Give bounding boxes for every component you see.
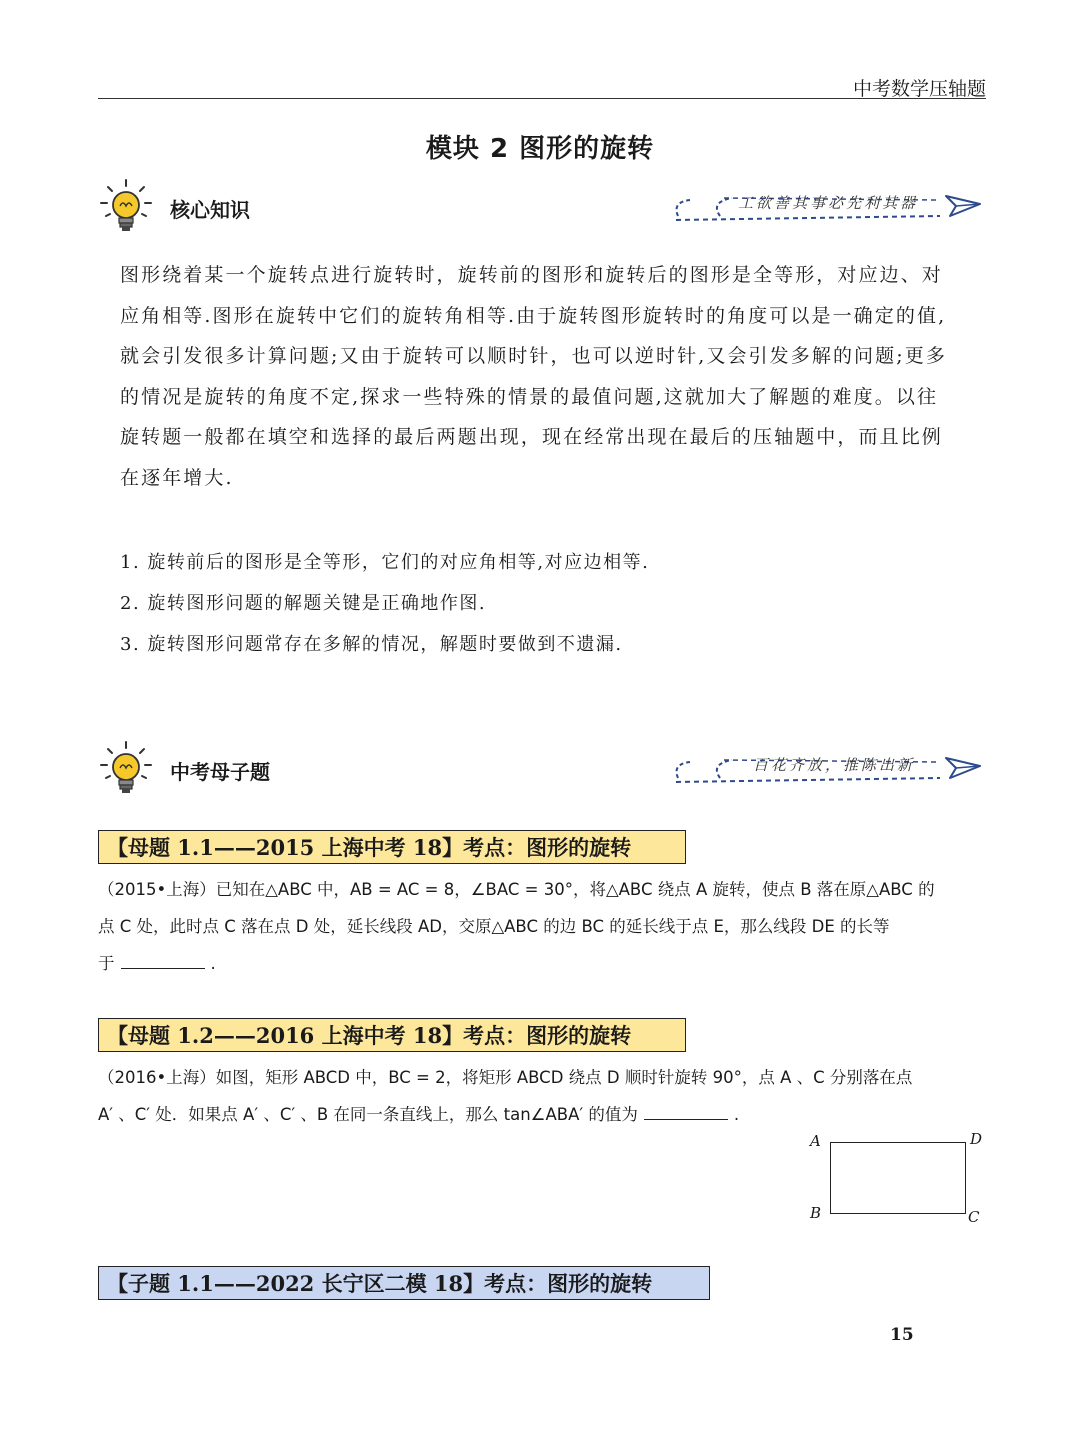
problem-2-line [98, 1096, 986, 1133]
vertex-label-d: D [970, 1130, 983, 1148]
key-point-1: 1. 旋转前后的图形是全等形，它们的对应角相等,对应边相等. [120, 552, 650, 573]
module-title: 模块 2 图形的旋转 [425, 134, 655, 164]
rectangle-abcd [830, 1142, 966, 1214]
vertex-label-c: C [968, 1208, 980, 1226]
section-knowledge-title: 核心知识 [170, 198, 250, 222]
section-knowledge-motto: 工欲善其事必先利其器 [738, 194, 919, 212]
problem-1-line: （2015•上海）已知在△ABC 中，AB = AC = 8，∠BAC = 30°，将△ABC 绕点 A 旋转，使点 B 落在原△ABC 的 [98, 880, 935, 899]
section-problems-heading [98, 740, 986, 800]
problem-1-tag: 【母题 1.1——2015 上海中考 18】考点：图形的旋转 [98, 830, 686, 864]
problem-2-suffix: . [733, 1105, 740, 1124]
paragraph-line: 在逐年增大. [120, 466, 234, 489]
section-problems-title: 中考母子题 [170, 760, 270, 784]
vertex-label-b: B [810, 1204, 822, 1222]
page-number: 15 [890, 1325, 914, 1345]
problem-1-suffix: . [210, 954, 216, 973]
problem-2-prefix: A′ 、C′ 处．如果点 A′ 、C′ 、B 在同一条直线上，那么 tan∠ABA′ 的值为 [98, 1105, 638, 1124]
problem-2-tag: 【母题 1.2——2016 上海中考 18】考点：图形的旋转 [98, 1018, 686, 1052]
paragraph-line: 应角相等.图形在旋转中它们的旋转角相等.由于旋转图形旋转时的角度可以是一确定的值, [120, 304, 947, 327]
answer-blank[interactable] [644, 1101, 728, 1120]
problem-1-line-last [98, 945, 986, 982]
knowledge-paragraph [120, 255, 988, 498]
problem-2-body [98, 1059, 986, 1133]
rectangle-figure [806, 1130, 986, 1230]
paragraph-line: 的情况是旋转的角度不定,探求一些特殊的情景的最值问题,这就加大了解题的难度。以往 [120, 385, 939, 408]
problem-1-body [98, 871, 986, 982]
problem-3-tag: 【子题 1.1——2022 长宁区二模 18】考点：图形的旋转 [98, 1266, 710, 1300]
section-knowledge-heading [98, 178, 986, 238]
problem-2-line: （2016•上海）如图，矩形 ABCD 中，BC = 2，将矩形 ABCD 绕点 D 顺时针旋转 90°，点 A 、C 分别落在点 [98, 1068, 913, 1087]
lightbulb-icon [98, 740, 154, 798]
paragraph-line: 旋转题一般都在填空和选择的最后两题出现，现在经常出现在最后的压轴题中，而且比例 [120, 426, 943, 448]
lightbulb-icon [98, 178, 154, 236]
vertex-label-a: A [810, 1132, 821, 1150]
header-divider [98, 98, 986, 99]
section-problems-motto: 百花齐放，推陈出新 [753, 756, 916, 774]
paragraph-line: 就会引发很多计算问题;又由于旋转可以顺时针，也可以逆时针,又会引发多解的问题;更多 [120, 345, 947, 367]
paragraph-line: 图形绕着某一个旋转点进行旋转时，旋转前的图形和旋转后的图形是全等形，对应边、对 [120, 264, 943, 286]
paper-plane-icon [944, 754, 982, 782]
answer-blank[interactable] [121, 950, 205, 969]
key-point-2: 2. 旋转图形问题的解题关键是正确地作图. [120, 593, 487, 614]
problem-1-prefix: 于 [98, 954, 115, 973]
key-point-3: 3. 旋转图形问题常存在多解的情况，解题时要做到不遗漏. [120, 634, 623, 655]
running-header: 中考数学压轴题 [852, 78, 986, 100]
paper-plane-icon [944, 192, 982, 220]
problem-1-line: 点 C 处，此时点 C 落在点 D 处，延长线段 AD，交原△ABC 的边 BC 的延长线于点 E，那么线段 DE 的长等 [98, 917, 890, 936]
